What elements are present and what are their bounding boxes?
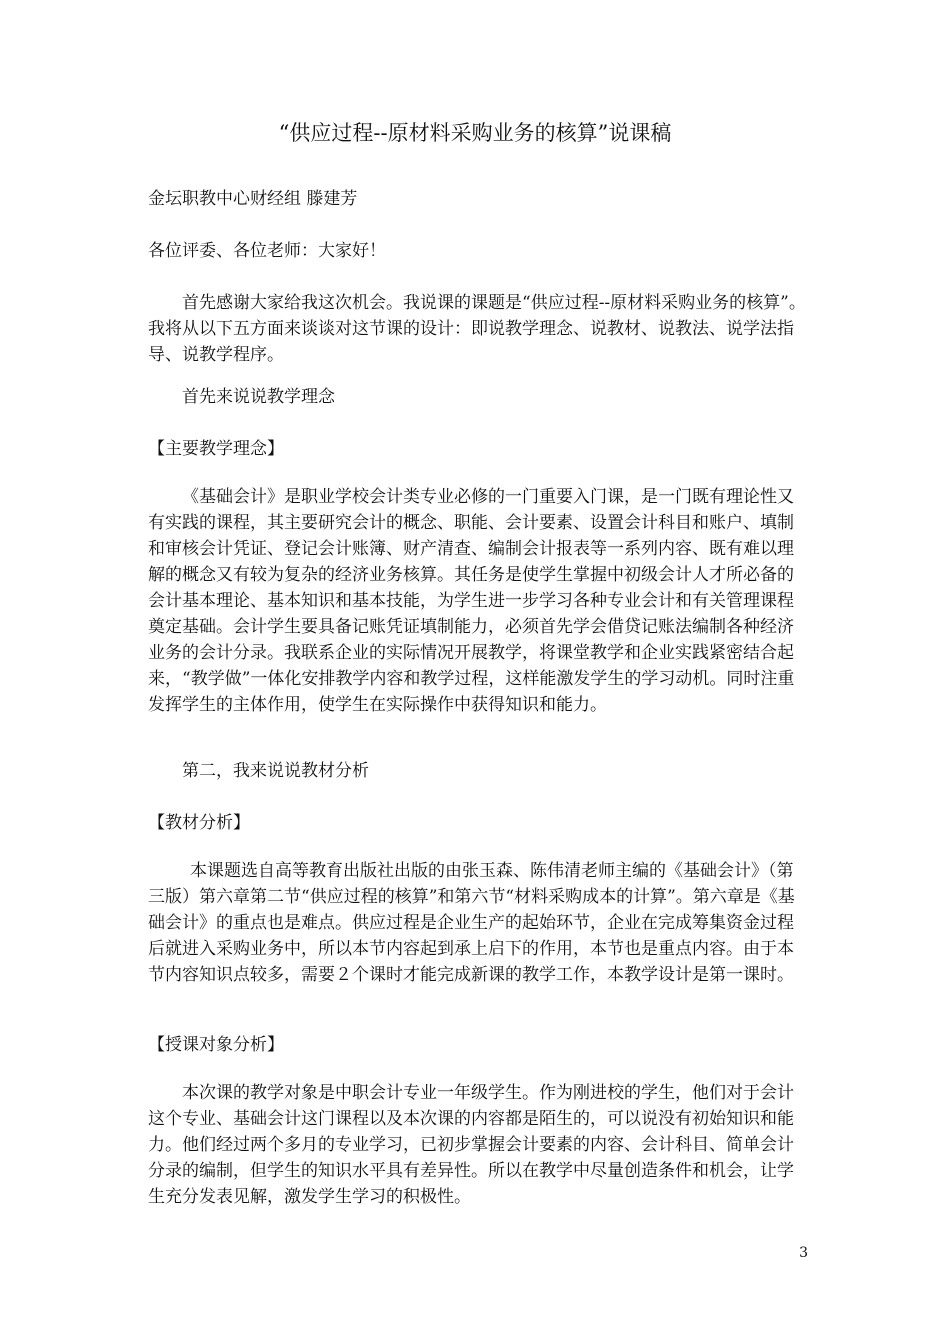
section3-heading: 【授课对象分析】 xyxy=(148,1035,284,1055)
section2-body: 本课题选自高等教育出版社出版的由张玉森、陈伟清老师主编的《基础会计》（第三版）第六章第二节“供应过程的核算”和第六节“材料采购成本的计算”。第六章是《基础会计》的重点也是难点。供应过程是企业生产的起始环节，企业在完成筹集资金过程后就进入采购业务中，所以本节内容起到承上启下的作用，本节也是重点内容。由于本节内容知识点较多，需要２个课时才能完成新课的教学工作，本教学设计是第一课时。 xyxy=(148,861,795,985)
greeting: 各位评委、各位老师：大家好！ xyxy=(148,241,386,261)
author-line: 金坛职教中心财经组 滕建芳 xyxy=(148,189,358,209)
section1-heading: 【主要教学理念】 xyxy=(148,439,284,459)
intro-paragraph: 首先感谢大家给我这次机会。我说课的课题是“供应过程--原材料采购业务的核算”。我将从以下五方面来谈谈对这节课的设计：即说教学理念、说教材、说教法、说学法指导、说教学程序。 xyxy=(148,293,806,365)
section1-body: 《基础会计》是职业学校会计类专业必修的一门重要入门课，是一门既有理论性又有实践的课程，其主要研究会计的概念、职能、会计要素、设置会计科目和账户、填制和审核会计凭证、登记会计账簿、财产清查、编制会计报表等一系列内容、既有难以理解的概念又有较为复杂的经济业务核算。其任务是使学生掌握中初级会计人才所必备的会计基本理论、基本知识和基本技能，为学生进一步学习各种专业会计和有关管理课程奠定基础。会计学生要具备记账凭证填制能力，必须首先学会借贷记账法编制各种经济业务的会计分录。我联系企业的实际情况开展教学，将课堂教学和企业实践紧密结合起来，“教学做”一体化安排教学内容和教学过程，这样能激发学生的学习动机。同时注重发挥学生的主体作用，使学生在实际操作中获得知识和能力。 xyxy=(148,487,795,715)
document-title: “供应过程--原材料采购业务的核算”说课稿 xyxy=(278,121,672,145)
part1-lead: 首先来说说教学理念 xyxy=(182,387,335,407)
section2-heading: 【教材分析】 xyxy=(148,813,250,833)
part2-lead: 第二，我来说说教材分析 xyxy=(182,761,369,781)
page-number: 3 xyxy=(799,1245,808,1261)
section3-body: 本次课的教学对象是中职会计专业一年级学生。作为刚进校的学生，他们对于会计这个专业、基础会计这门课程以及本次课的内容都是陌生的，可以说没有初始知识和能力。他们经过两个多月的专业学习，已初步掌握会计要素的内容、会计科目、简单会计分录的编制，但学生的知识水平具有差异性。所以在教学中尽量创造条件和机会，让学生充分发表见解，激发学生学习的积极性。 xyxy=(148,1083,794,1207)
